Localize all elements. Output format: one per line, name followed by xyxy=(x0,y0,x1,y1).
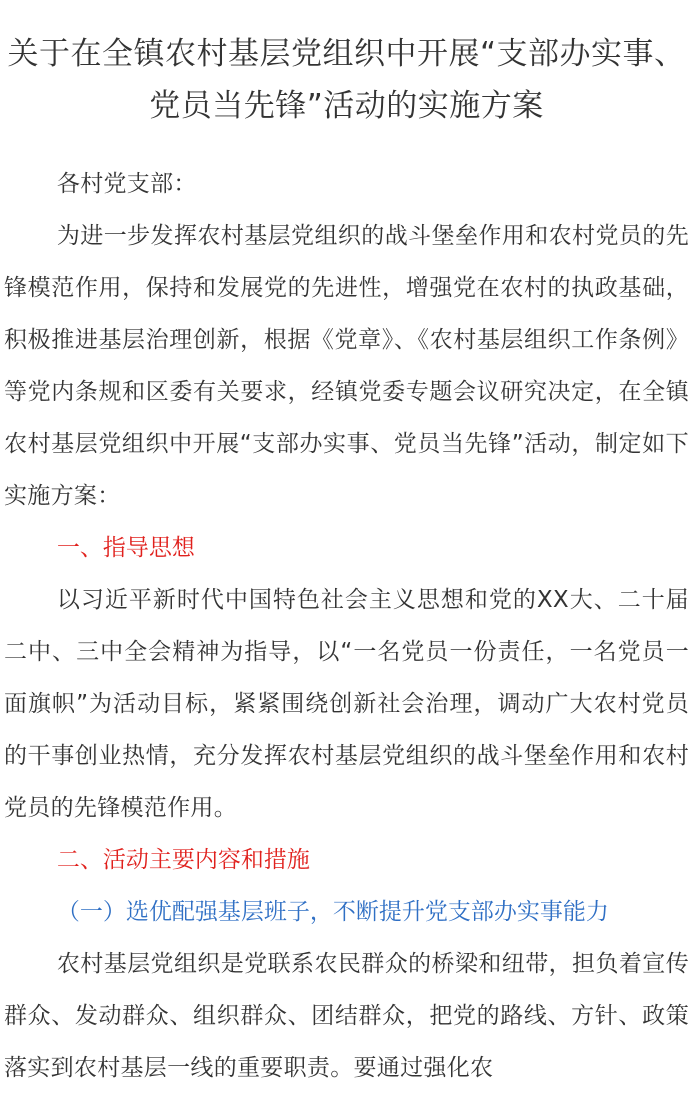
section-heading-main-content: 二、活动主要内容和措施 xyxy=(56,847,310,873)
salutation: 各村党支部： xyxy=(56,171,197,197)
subsection-heading-1: （一）选优配强基层班子，不断提升党支部办实事能力 xyxy=(56,899,609,925)
section-body-guiding-ideology: 以习近平新时代中国特色社会主义思想和党的XX大、二十届二中、三中全会精神为指导，以“一名党员一份责任，一名党员一面旗帜”为活动目标，紧紧围绕创新社会治理，调动广大农村党员的干事创业热情，充分发挥农村基层党组织的战斗堡垒作用和农村党员的先锋模范作用。 xyxy=(4,587,689,821)
subsection-body-1: 农村基层党组织是党联系农民群众的桥梁和纽带，担负着宣传群众、发动群众、组织群众、团结群众，把党的路线、方针、政策落实到农村基层一线的重要职责。要通过强化农 xyxy=(4,951,689,1081)
intro-paragraph: 为进一步发挥农村基层党组织的战斗堡垒作用和农村党员的先锋模范作用，保持和发展党的先进性，增强党在农村的执政基础，积极推进基层治理创新，根据《党章》、《农村基层组织工作条例》等党内条规和区委有关要求，经镇党委专题会议研究决定，在全镇农村基层党组织中开展“支部办实事、党员当先锋”活动，制定如下实施方案： xyxy=(4,223,689,509)
document-title: 关于在全镇农村基层党组织中开展“支部办实事、党员当先锋”活动的实施方案 xyxy=(7,36,686,124)
section-heading-guiding-ideology: 一、指导思想 xyxy=(56,535,195,561)
